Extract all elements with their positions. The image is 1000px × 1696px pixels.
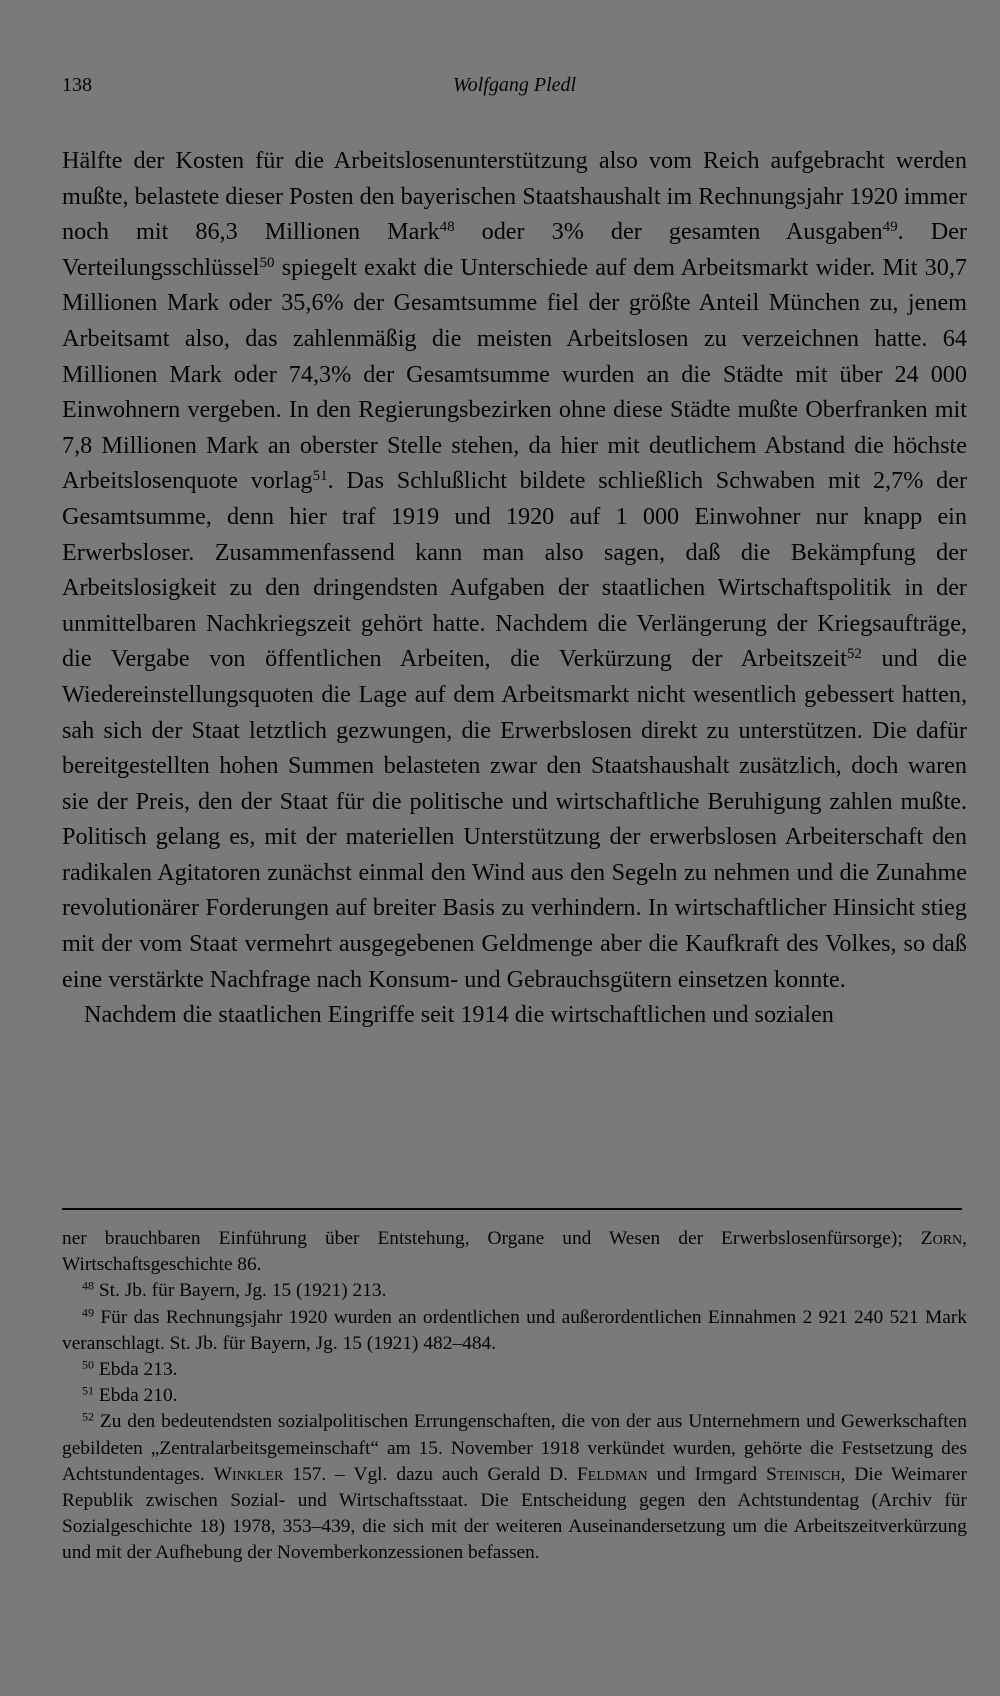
footnote-ref-50: 50: [259, 254, 275, 271]
author-name: Winkler: [213, 1463, 284, 1485]
text-run: . Das Schlußlicht bildete schließlich Schwaben mit 2,7% der Gesamtsumme, denn hier traf 1919 und 1920 auf 1 000 Einwohner nur knapp ein Erwerbsloser. Zusammenfassend kann man also sagen, daß die Bekämpfung der Arbeitslosigkeit zu den dringendsten Aufgaben der staatlichen Wirtschaftspolitik in der unmittelbaren Nachkriegszeit gehört hatte. Nachdem die Verlängerung der Kriegsaufträge, die Vergabe von öffentlichen Arbeiten, die Verkürzung der Arbeitszeit: [62, 467, 968, 673]
footnote-ref-51: 51: [312, 468, 328, 485]
author-name: Feldman: [576, 1463, 648, 1485]
footnote-number: 49: [82, 1305, 95, 1319]
footnote-51: [62, 1383, 967, 1409]
paragraph-2: Nachdem die staatlichen Eingriffe seit 1914 die wirtschaftlichen und sozialen: [84, 1001, 834, 1029]
running-head: Wolfgang Pledl: [452, 74, 577, 96]
text-run: und Irmgard: [647, 1463, 767, 1485]
footnote-ref-48: 48: [439, 218, 455, 235]
footnote-ref-52: 52: [846, 646, 862, 663]
footnote-52: [62, 1409, 967, 1566]
text-run: oder 3% der gesamten Ausgaben: [454, 218, 883, 246]
text-run: spiegelt exakt die Unterschiede auf dem Arbeitsmarkt wider. Mit 30,7 Millionen Mark oder 35,6% der Gesamtsumme fiel der größte Anteil München zu, jenem Arbeitsamt also, das zahlenmäßig die meisten Arbeitslosen zu verzeichnen hatte. 64 Millionen Mark oder 74,3% der Gesamtsumme wurden an die Städte mit über 24 000 Einwohnern vergeben. In den Regierungsbezirken ohne diese Städte mußte Oberfranken mit 7,8 Millionen Mark an oberster Stelle stehen, da hier mit deutlichem Abstand die höchste Arbeitslosenquote vorlag: [62, 253, 967, 495]
footnote-continuation: [62, 1226, 967, 1278]
text-run: Hälfte der Kosten für die Arbeitslosenunterstützung also vom Reich aufgebracht werden mußte, belastete dieser Posten den bayerischen Staatshaushalt im Rechnungsjahr 1920 immer noch mit 86,3 Millionen Mark: [62, 147, 967, 246]
footnote-ref-49: 49: [882, 218, 898, 235]
text-run: . Der Verteilungsschlüssel: [62, 218, 967, 281]
footnote-49: [62, 1305, 967, 1357]
page-header: [62, 74, 967, 104]
footnote-50: [62, 1357, 967, 1383]
footnote-number: 50: [82, 1357, 95, 1372]
footnote-rule: [62, 1208, 962, 1210]
author-name: Zorn: [920, 1228, 963, 1249]
text-run: Zu den bedeutendsten sozialpolitischen Errungenschaften, die von der aus Unternehmern und Gewerkschaften gebildeten „Zentralarbeitsgemeinschaft“ am 15. November 1918 verkündet wurden, gehörte die Festsetzung des Achtstundentages.: [62, 1411, 967, 1485]
text-run: ner brauchbaren Einführung über Entstehung, Organe und Wesen der Erwerbslosenfürsorge);: [62, 1228, 921, 1249]
text-run: und die Wiedereinstellungsquoten die Lage auf dem Arbeitsmarkt nicht wesentlich gebessert hatten, sah sich der Staat letztlich gezwungen, die Erwerbslosen direkt zu unterstützen. Die dafür bereitgestellten hohen Summen belasteten zwar den Staatshaushalt zusätzlich, doch waren sie der Preis, den der Staat für die politische und wirtschaftliche Beruhigung zahlen mußte. Politisch gelang es, mit der materiellen Unterstützung der erwerbslosen Arbeiterschaft den radikalen Agitatoren zunächst einmal den Wind aus den Segeln zu nehmen und die Zunahme revolutionärer Forderungen auf breiter Basis zu verhindern. In wirtschaftlicher Hinsicht stieg mit der vom Staat vermehrt ausgegebenen Geldmenge aber die Kaufkraft des Volkes, so daß eine verstärkte Nachfrage nach Konsum- und Gebrauchsgütern einsetzen konnte.: [62, 645, 967, 993]
footnote-number: 51: [82, 1383, 95, 1398]
text-run: Für das Rechnungsjahr 1920 wurden an ordentlichen und außerordentlichen Einnahmen 2 921 240 521 Mark veranschlagt. St. Jb. für Bayern, Jg. 15 (1921) 482–484.: [62, 1306, 967, 1354]
text-run: 157. – Vgl. dazu auch Gerald D.: [283, 1463, 577, 1485]
author-name: Steinisch: [766, 1463, 841, 1485]
body-text: [62, 143, 967, 1033]
footnote-number: 48: [82, 1278, 95, 1293]
text-run: Ebda 210.: [94, 1385, 178, 1407]
footnote-48: [62, 1278, 967, 1304]
page-number: 138: [62, 74, 92, 96]
text-run: St. Jb. für Bayern, Jg. 15 (1921) 213.: [94, 1280, 387, 1302]
footnote-number: 52: [82, 1409, 95, 1424]
text-run: , Wirtschaftsgeschichte 86.: [62, 1228, 967, 1276]
paragraph-1: [62, 143, 967, 997]
text-run: , Die Weimarer Republik zwischen Sozial- und Wirtschaftsstaat. Die Entscheidung gegen den Achtstundentag (Archiv für Sozialgeschichte 18) 1978, 353–439, die sich mit der weiteren Auseinandersetzung um die Arbeitszeitverkürzung und mit der Aufhebung der Novemberkonzessionen befassen.: [62, 1463, 967, 1564]
text-run: Ebda 213.: [94, 1359, 178, 1381]
footnotes: [62, 1226, 967, 1567]
